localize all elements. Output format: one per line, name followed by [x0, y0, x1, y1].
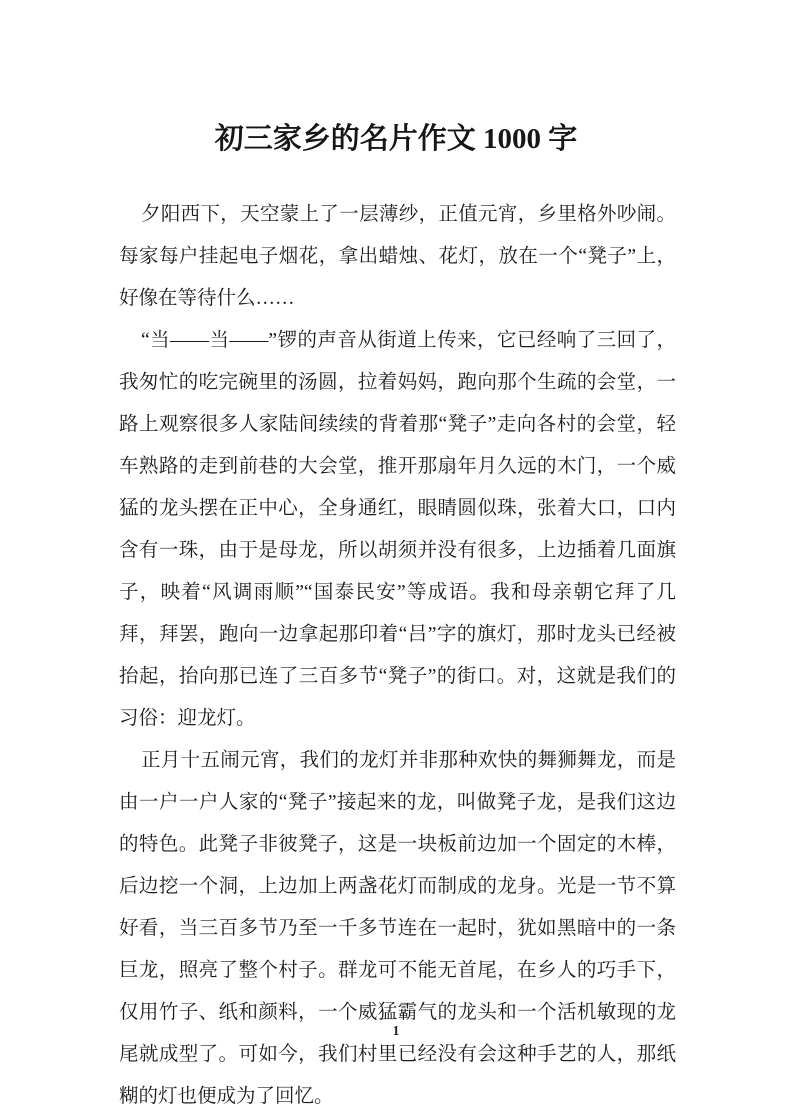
paragraph-3: 正月十五闹元宵，我们的龙灯并非那种欢快的舞狮舞龙，而是由一户一户人家的“凳子”接起来的龙，叫做凳子龙，是我们这边的特色。此凳子非彼凳子，这是一块板前边加一个固定的木棒，后边挖一个洞，上边加上两盏花灯而制成的龙身。光是一节不算好看，当三百多节乃至一千多节连在一起时，犹如黑暗中的一条巨龙，照亮了整个村子。群龙可不能无首尾，在乡人的巧手下，仅用竹子、纸和颜料，一个威猛霸气的龙头和一个活机敏现的龙尾就成型了。可如今，我们村里已经没有会这种手艺的人，那纸糊的灯也便成为了回忆。	[119, 750, 676, 1107]
page-number: 1	[392, 1023, 400, 1038]
paragraph-2: “当——当——”锣的声音从街道上传来，它已经响了三回了，我匆忙的吃完碗里的汤圆，拉着妈妈，跑向那个生疏的会堂，一路上观察很多人家陆间续续的背着那“凳子”走向各村的会堂，轻车熟路的走到前巷的大会堂，推开那扇年月久远的木门，一个威猛的龙头摆在正中心，全身通红，眼睛圆似珠，张着大口，口内含有一珠，由于是母龙，所以胡须并没有很多，上边插着几面旗子，映着“风调雨顺”“国泰民安”等成语。我和母亲朝它拜了几拜，拜罢，跑向一边拿起那印着“吕”字的旗灯，那时龙头已经被抬起，抬向那已连了三百多节“凳子”的街口。对，这就是我们的习俗：迎龙灯。	[119, 330, 676, 729]
paragraph-1: 夕阳西下，天空蒙上了一层薄纱，正值元宵，乡里格外吵闹。每家每户挂起电子烟花，拿出蜡烛、花灯，放在一个“凳子”上，好像在等待什么……	[119, 204, 676, 309]
document-title: 初三家乡的名片作文 1000 字	[214, 123, 578, 155]
document-body	[119, 194, 676, 1118]
